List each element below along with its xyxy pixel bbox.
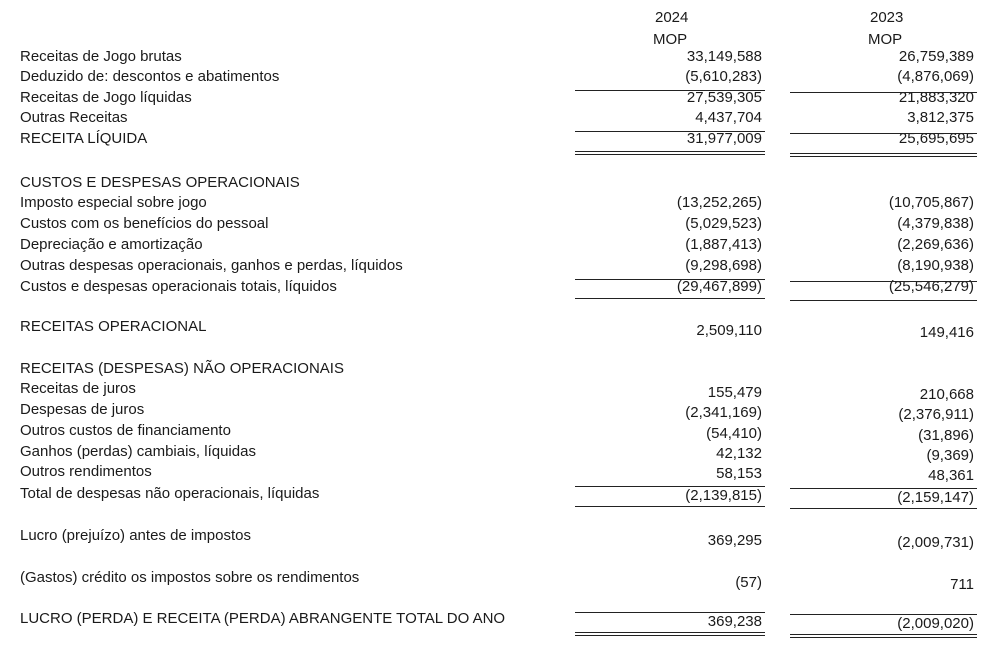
value-2024: (57): [735, 574, 762, 591]
currency-2024-header: MOP: [653, 31, 688, 48]
value-2024: (2,139,815): [685, 487, 762, 504]
underline-rule: [575, 279, 765, 280]
value-2023: 210,668: [919, 386, 974, 403]
total-rule: [790, 156, 977, 157]
underline-rule: [790, 488, 977, 489]
statement-row: [0, 109, 1004, 129]
value-2024: (1,887,413): [685, 236, 762, 253]
row-label: Outros rendimentos: [20, 463, 152, 480]
value-2023: (2,269,636): [897, 236, 974, 253]
row-label: RECEITA LÍQUIDA: [20, 130, 148, 147]
underline-rule: [575, 131, 765, 132]
value-2023: 3,812,375: [907, 109, 974, 126]
underline-rule: [790, 92, 977, 93]
value-2023: (2,376,911): [898, 406, 974, 423]
value-2024: 4,437,704: [695, 109, 762, 126]
statement-row: [0, 610, 1004, 630]
value-2023: 48,361: [928, 467, 974, 484]
value-2024: 33,149,588: [686, 48, 762, 65]
row-label: Despesas de juros: [20, 401, 145, 418]
row-label: LUCRO (PERDA) E RECEITA (PERDA) ABRANGENTE TOTAL DO ANO: [20, 610, 506, 627]
statement-row: [0, 527, 1004, 551]
underline-rule: [790, 133, 977, 134]
value-2023: (8,190,938): [897, 257, 974, 274]
row-label: Custos e despesas operacionais totais, líquidos: [20, 278, 337, 295]
statement-row: [0, 380, 1004, 403]
year-2024-header: 2024: [655, 9, 689, 26]
value-2024: (54,410): [706, 425, 762, 442]
value-2023: (25,546,279): [888, 278, 974, 295]
value-2024: 155,479: [707, 384, 762, 401]
statement-row: [0, 194, 1004, 214]
value-2024: (5,610,283): [685, 68, 762, 85]
value-2024: 369,238: [707, 613, 762, 630]
statement-row: [0, 422, 1004, 442]
value-2023: 149,416: [919, 324, 974, 341]
total-rule: [790, 153, 977, 154]
year-2023-header: 2023: [870, 9, 904, 26]
currency-2023-header: MOP: [868, 31, 903, 48]
row-label: (Gastos) crédito os impostos sobre os rendimentos: [20, 569, 360, 586]
value-2023: 711: [950, 576, 974, 593]
value-2023: (2,009,020): [897, 615, 974, 632]
total-rule: [575, 298, 765, 299]
statement-row: [0, 257, 1004, 277]
row-label: Receitas de Jogo brutas: [20, 48, 182, 65]
value-2024: (29,467,899): [676, 278, 762, 295]
statement-row: [0, 401, 1004, 421]
total-rule: [790, 300, 977, 301]
row-label: Receitas de juros: [20, 380, 136, 397]
row-label: Receitas de Jogo líquidas: [20, 89, 192, 106]
value-2023: (4,876,069): [897, 68, 974, 85]
value-2023: (4,379,838): [897, 215, 974, 232]
underline-rule: [790, 281, 977, 282]
row-label: Outras despesas operacionais, ganhos e perdas, líquidos: [20, 257, 403, 274]
row-label: Custos com os benefícios do pessoal: [20, 215, 269, 232]
value-2023: (10,705,867): [888, 194, 974, 211]
value-2023: (31,896): [918, 427, 974, 444]
row-label: RECEITAS OPERACIONAL: [20, 318, 207, 335]
double-rule: [575, 635, 765, 636]
value-2024: 58,153: [716, 465, 762, 482]
statement-row: [0, 68, 1004, 88]
value-2023: (2,009,731): [897, 534, 974, 551]
row-label: CUSTOS E DESPESAS OPERACIONAIS: [20, 174, 300, 191]
row-label: Deduzido de: descontos e abatimentos: [20, 68, 280, 85]
value-2023: 25,695,695: [898, 130, 974, 147]
statement-row: [0, 215, 1004, 235]
statement-row: [0, 48, 1004, 68]
value-2024: 369,295: [707, 532, 762, 549]
double-rule: [575, 632, 765, 633]
section-heading: [0, 174, 1004, 194]
statement-row: [0, 318, 1004, 341]
value-2024: (9,298,698): [685, 257, 762, 274]
statement-row: [0, 443, 1004, 463]
underline-rule: [575, 90, 765, 91]
value-2023: 21,883,320: [898, 89, 974, 106]
underline-rule: [575, 486, 765, 487]
value-2024: 2,509,110: [696, 322, 762, 339]
value-2024: (13,252,265): [676, 194, 762, 211]
row-label: Ganhos (perdas) cambiais, líquidas: [20, 443, 256, 460]
value-2024: (2,341,169): [685, 404, 762, 421]
value-2024: 31,977,009: [686, 130, 762, 147]
value-2023: 26,759,389: [898, 48, 974, 65]
underline-rule: [575, 612, 765, 613]
value-2024: 42,132: [716, 445, 762, 462]
double-rule: [790, 637, 977, 638]
total-rule: [575, 151, 765, 152]
value-2024: 27,539,305: [686, 89, 762, 106]
value-2023: (2,159,147): [897, 489, 974, 506]
row-label: Lucro (prejuízo) antes de impostos: [20, 527, 251, 544]
total-rule: [790, 508, 977, 509]
row-label: RECEITAS (DESPESAS) NÃO OPERACIONAIS: [20, 360, 344, 377]
total-rule: [575, 154, 765, 155]
section-heading: [0, 360, 1004, 380]
row-label: Depreciação e amortização: [20, 236, 203, 253]
statement-row: [0, 236, 1004, 256]
row-label: Outras Receitas: [20, 109, 128, 126]
row-label: Imposto especial sobre jogo: [20, 194, 207, 211]
statement-row: [0, 569, 1004, 593]
row-label: Total de despesas não operacionais, líquidas: [20, 485, 320, 502]
value-2023: (9,369): [926, 447, 974, 464]
row-label: Outros custos de financiamento: [20, 422, 231, 439]
underline-rule: [790, 614, 977, 615]
statement-row: [0, 463, 1004, 483]
double-rule: [790, 634, 977, 635]
total-rule: [575, 506, 765, 507]
value-2024: (5,029,523): [685, 215, 762, 232]
